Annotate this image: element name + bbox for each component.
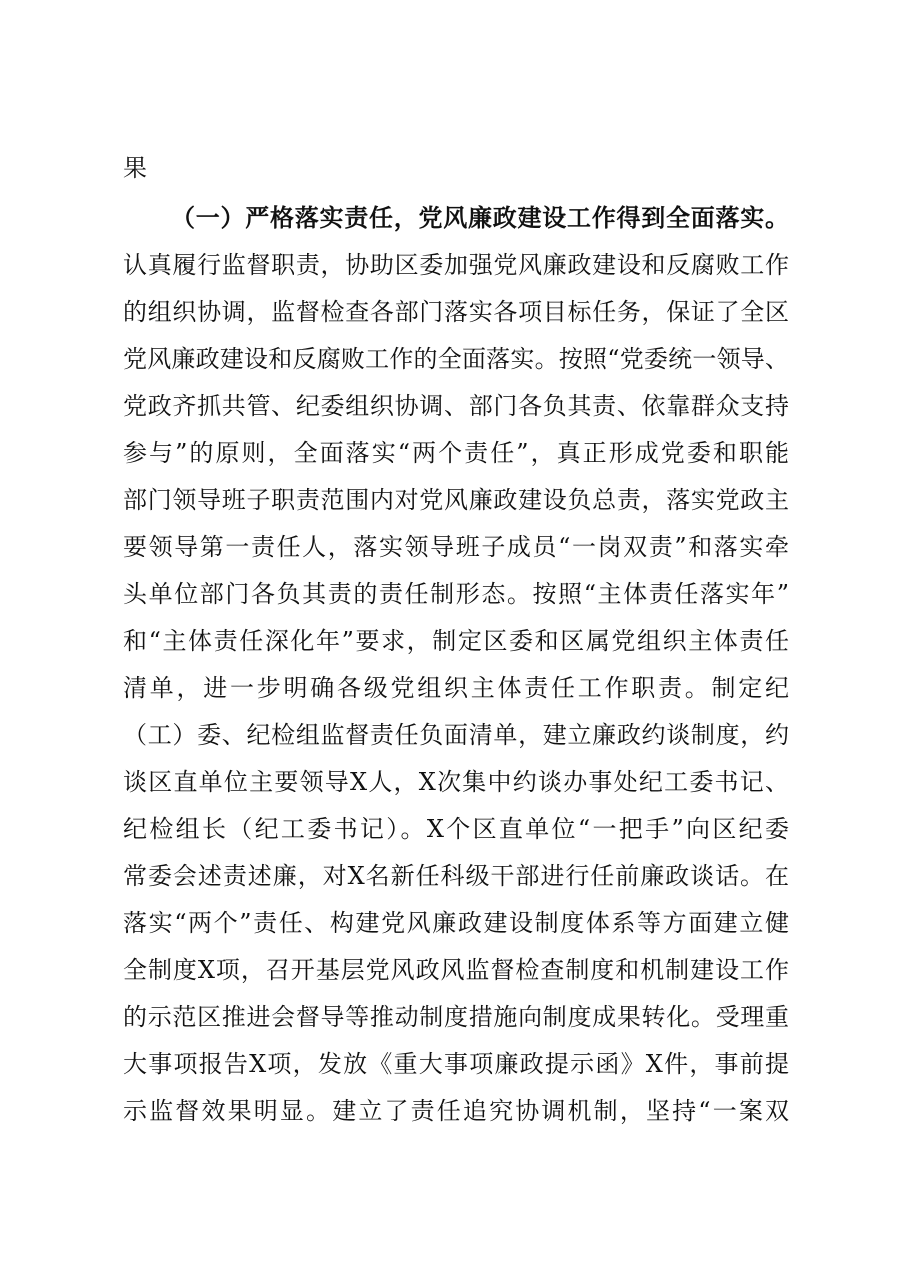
body-text-line: 示监督效果明显。建立了责任追究协调机制，坚持“一案双: [123, 1097, 789, 1125]
body-text-line: 和“主体责任深化年”要求，制定区委和区属党组织主体责任: [123, 627, 789, 655]
body-text-line: 落实“两个”责任、构建党风廉政建设制度体系等方面建立健: [123, 909, 789, 937]
body-text-line: 参与”的原则，全面落实“两个责任”，真正形成党委和职能: [123, 439, 789, 467]
body-text-line: 认真履行监督职责，协助区委加强党风廉政建设和反腐败工作: [123, 251, 789, 279]
body-text-line: 部门领导班子职责范围内对党风廉政建设负总责，落实党政主: [123, 486, 789, 514]
body-text-line: 常委会述责述廉，对X名新任科级干部进行任前廉政谈话。在: [123, 862, 789, 890]
body-text-line: 的组织协调，监督检查各部门落实各项目标任务，保证了全区: [123, 298, 789, 326]
section-heading: （一）严格落实责任，党风廉政建设工作得到全面落实。: [171, 203, 789, 232]
body-text-line: 党风廉政建设和反腐败工作的全面落实。按照“党委统一领导、: [123, 345, 789, 373]
body-text-line: 党政齐抓共管、纪委组织协调、部门各负其责、依靠群众支持: [123, 392, 789, 420]
continued-text-line: 果: [123, 154, 147, 182]
body-text-line: 纪检组长（纪工委书记）。X个区直单位“一把手”向区纪委: [123, 815, 789, 843]
body-text-line: 清单，进一步明确各级党组织主体责任工作职责。制定纪: [123, 674, 789, 702]
body-text-line: 谈区直单位主要领导X人，X次集中约谈办事处纪工委书记、: [123, 768, 789, 796]
body-text-line: 的示范区推进会督导等推动制度措施向制度成果转化。受理重: [123, 1003, 789, 1031]
body-text-line: 要领导第一责任人，落实领导班子成员“一岗双责”和落实牵: [123, 533, 789, 561]
body-text-line: 全制度X项，召开基层党风政风监督检查制度和机制建设工作: [123, 956, 789, 984]
body-text-line: 头单位部门各负其责的责任制形态。按照“主体责任落实年”: [123, 580, 789, 608]
body-text-line: 大事项报告X项，发放《重大事项廉政提示函》X件，事前提: [123, 1050, 789, 1078]
body-text-line: （工）委、纪检组监督责任负面清单，建立廉政约谈制度，约: [123, 721, 789, 749]
